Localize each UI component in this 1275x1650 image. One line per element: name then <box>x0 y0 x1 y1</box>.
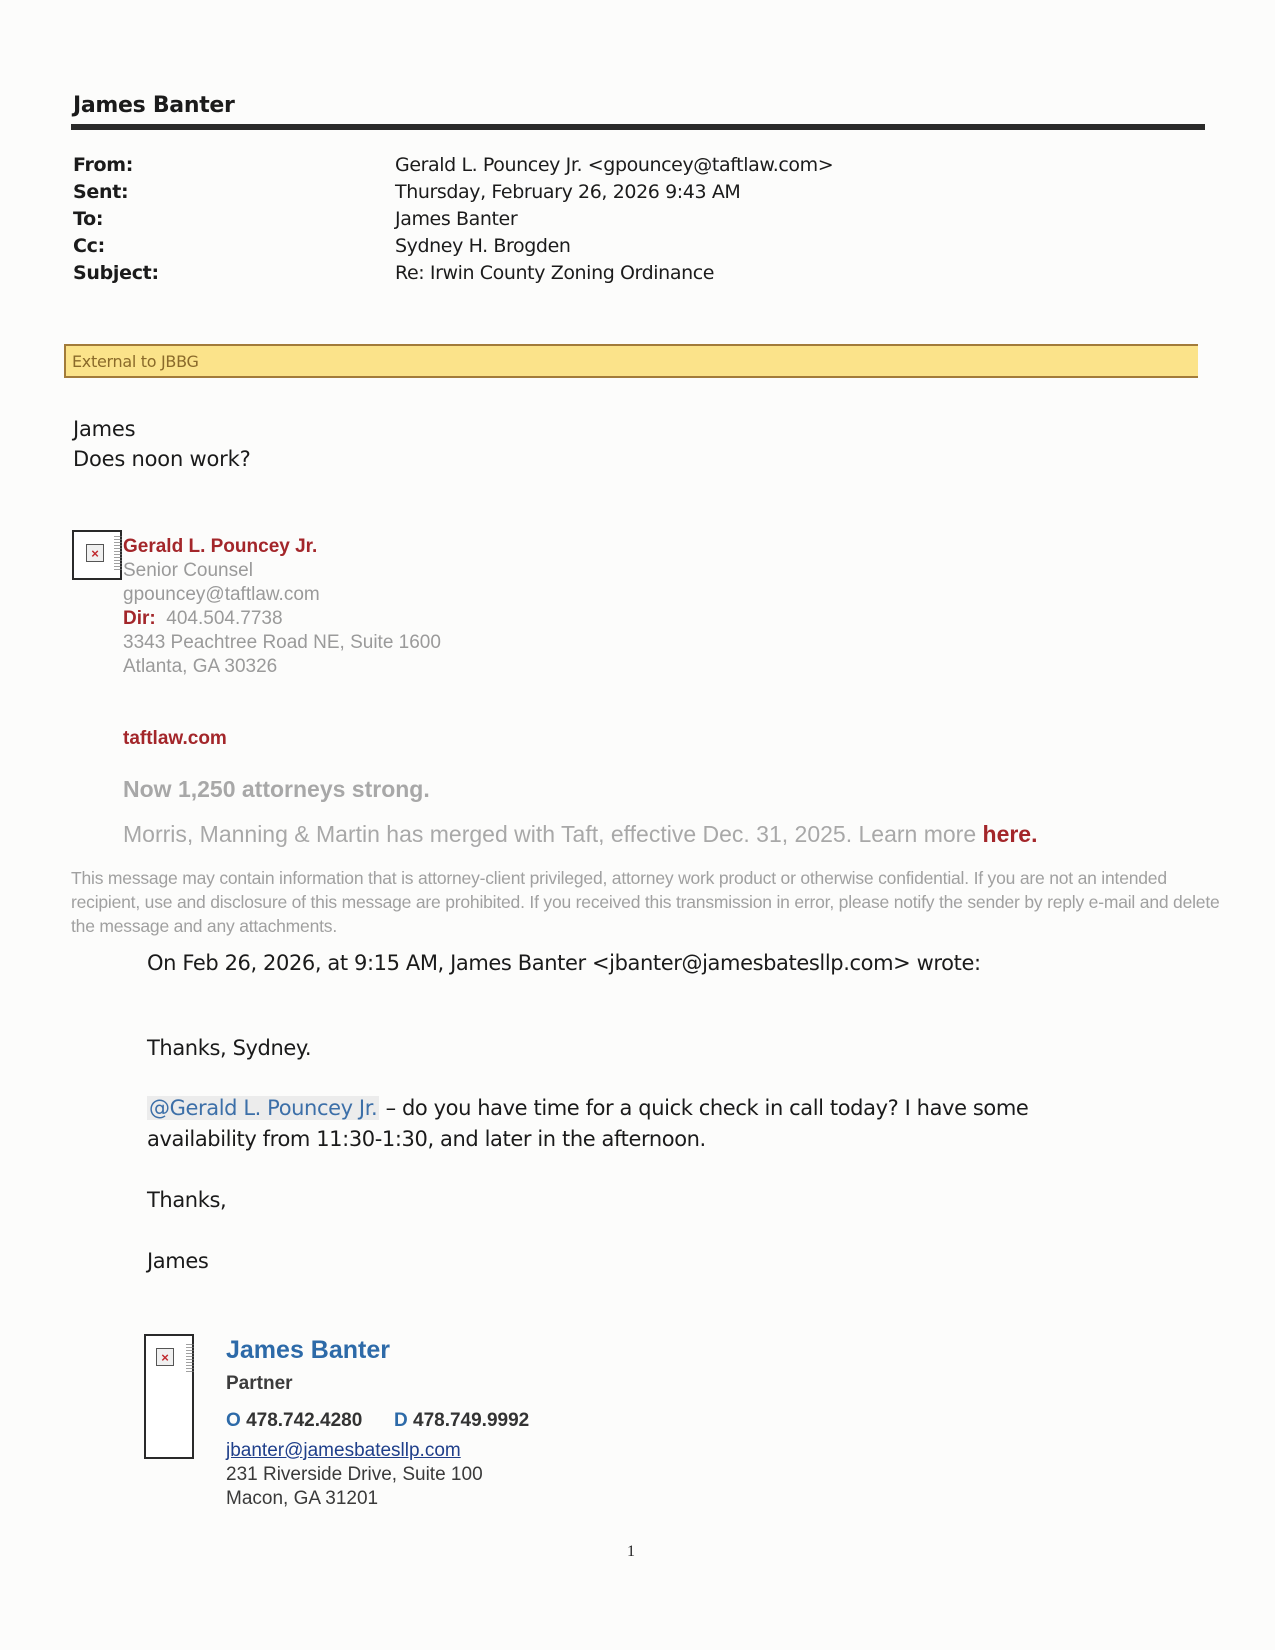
office-phone[interactable]: 478.742.4280 <box>246 1410 363 1431</box>
reply-body: Does noon work? <box>73 447 251 471</box>
sent-label: Sent: <box>73 181 129 203</box>
quoted-sig-email-link[interactable]: jbanter@jamesbatesllp.com <box>226 1440 461 1461</box>
quoted-sig-title: Partner <box>226 1373 293 1394</box>
broken-image-icon: × <box>86 544 104 562</box>
broken-image-icon: × <box>156 1348 174 1366</box>
subject-value: Re: Irwin County Zoning Ordinance <box>395 262 715 284</box>
dir-label: Dir: <box>123 608 156 629</box>
quoted-line-1: Thanks, Sydney. <box>147 1036 312 1060</box>
quoted-attribution: On Feb 26, 2026, at 9:15 AM, James Banter <jbanter@jamesbatesllp.com> wrote: <box>147 951 981 975</box>
subject-row <box>73 262 1173 288</box>
direct-label: D <box>393 1410 408 1431</box>
sent-value: Thursday, February 26, 2026 9:43 AM <box>395 181 741 203</box>
quoted-sig-phones <box>226 1410 529 1432</box>
cc-label: Cc: <box>73 235 105 257</box>
page-number: 1 <box>627 1543 635 1560</box>
sender-sig-email[interactable]: gpouncey@taftlaw.com <box>123 584 320 605</box>
merger-text: Morris, Manning & Martin has merged with Taft, effective Dec. 31, 2025. Learn more <box>123 821 983 847</box>
from-label: From: <box>73 154 134 176</box>
sender-sig-address-2: Atlanta, GA 30326 <box>123 656 278 677</box>
header-divider <box>71 124 1205 130</box>
merger-notice <box>123 821 1038 848</box>
direct-phone[interactable]: 478.749.9992 <box>413 1410 530 1431</box>
cc-value: Sydney H. Brogden <box>395 235 571 257</box>
dir-phone[interactable]: 404.504.7738 <box>166 608 283 629</box>
sender-sig-direct <box>123 608 283 630</box>
mention-gerald[interactable]: @Gerald L. Pouncey Jr. <box>149 1096 378 1120</box>
sender-sig-address-1: 3343 Peachtree Road NE, Suite 1600 <box>123 632 441 653</box>
sender-sig-name: Gerald L. Pouncey Jr. <box>123 536 318 557</box>
quoted-line-2 <box>147 1096 1028 1120</box>
to-row <box>73 208 1173 234</box>
quoted-sig-address-1: 231 Riverside Drive, Suite 100 <box>226 1464 483 1485</box>
confidentiality-disclaimer: This message may contain information that is attorney-client privileged, attorney work product or otherwise confidential. If you are not an intended recipient, use and disclosure of this message are prohibited. If you received this transmission in error, please notify the sender by reply e-mail and delete the message and any attachments. <box>71 868 1220 936</box>
image-alt-text-marks <box>114 536 122 572</box>
quoted-sign-off: James <box>147 1249 209 1273</box>
external-sender-banner <box>64 344 1198 378</box>
sent-row <box>73 181 1173 207</box>
to-value: James Banter <box>395 208 518 230</box>
quoted-closing: Thanks, <box>147 1188 227 1212</box>
external-banner-text: External to JBBG <box>72 352 199 371</box>
reply-greeting: James <box>73 417 136 441</box>
image-alt-text-marks <box>186 1344 194 1374</box>
from-value: Gerald L. Pouncey Jr. <gpouncey@taftlaw.com> <box>395 154 834 176</box>
cc-row <box>73 235 1173 261</box>
quoted-sig-name: James Banter <box>226 1336 390 1364</box>
quoted-line-3: availability from 11:30-1:30, and later in the afternoon. <box>147 1127 706 1151</box>
sender-website-link[interactable]: taftlaw.com <box>123 728 227 749</box>
learn-more-link[interactable]: here. <box>982 821 1038 847</box>
quoted-sig-address-2: Macon, GA 31201 <box>226 1488 379 1509</box>
sender-tagline: Now 1,250 attorneys strong. <box>123 776 430 802</box>
from-row <box>73 154 1173 180</box>
sender-sig-title: Senior Counsel <box>123 560 253 581</box>
quoted-line-2-text: – do you have time for a quick check in call today? I have some <box>379 1096 1029 1120</box>
to-label: To: <box>73 208 104 230</box>
print-header-name: James Banter <box>73 93 235 118</box>
office-label: O <box>226 1410 241 1431</box>
subject-label: Subject: <box>73 262 159 284</box>
